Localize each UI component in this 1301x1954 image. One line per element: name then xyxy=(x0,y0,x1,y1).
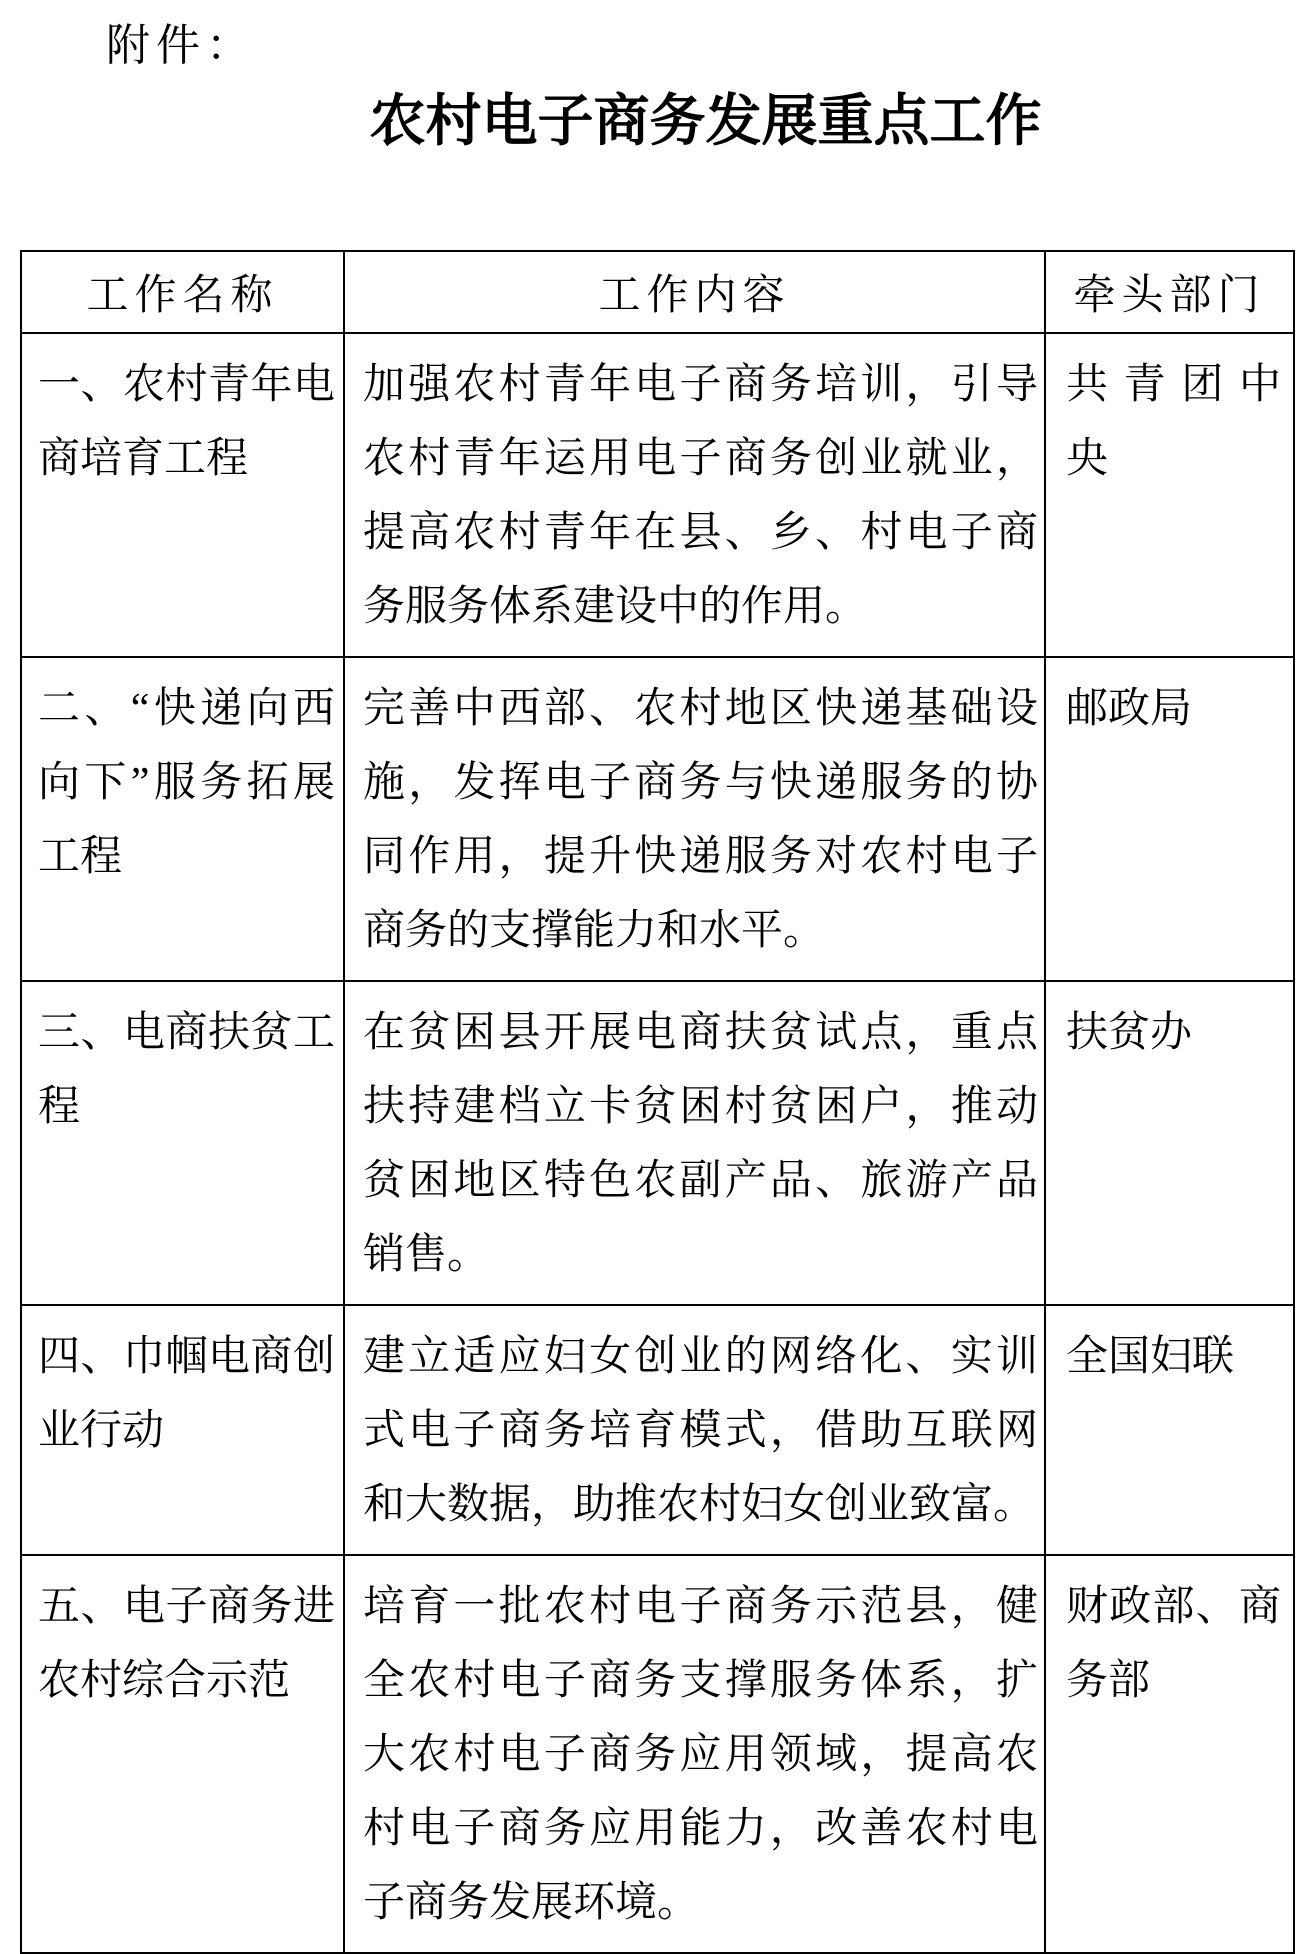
cell-line: 四、巾帼电商创 xyxy=(38,1334,335,1380)
cell-line: 加强农村青年电子商务培训，引导 xyxy=(363,362,1038,408)
work-name-cell xyxy=(21,1305,344,1555)
cell-line: 扶贫办 xyxy=(1066,1010,1193,1056)
cell-line: 建立适应妇女创业的网络化、实训 xyxy=(363,1334,1038,1380)
table-header xyxy=(21,251,1294,333)
cell-line: 一、农村青年电 xyxy=(38,362,335,408)
cell-line: 农村综合示范 xyxy=(38,1658,291,1704)
cell-line: 村电子商务应用能力，改善农村电 xyxy=(363,1806,1038,1852)
cell-line: 施，发挥电子商务与快递服务的协 xyxy=(363,760,1038,806)
cell-line: 农村青年运用电子商务创业就业， xyxy=(363,436,1038,482)
cell-line: 共青团中 xyxy=(1066,362,1281,408)
cell-line: 和大数据，助推农村妇女创业致富。 xyxy=(363,1482,1036,1528)
page-title: 农村电子商务发展重点工作 xyxy=(369,91,1042,153)
work-table xyxy=(20,250,1295,1954)
cell-line: 五、电子商务进 xyxy=(38,1584,335,1630)
work-name-cell xyxy=(21,333,344,657)
table-row xyxy=(21,981,1294,1305)
cell-line: 业行动 xyxy=(38,1408,165,1454)
work-name-cell xyxy=(21,657,344,981)
cell-line: 在贫困县开展电商扶贫试点，重点 xyxy=(363,1010,1038,1056)
cell-line: 向下”服务拓展 xyxy=(38,760,335,806)
table-row xyxy=(21,1555,1294,1953)
cell-line: 大农村电子商务应用领域，提高农 xyxy=(363,1732,1038,1778)
header-lead-dept: 牵头部门 xyxy=(1045,251,1294,333)
cell-line: 三、电商扶贫工 xyxy=(38,1010,335,1056)
header-work-content: 工作内容 xyxy=(344,251,1045,333)
lead-dept-cell xyxy=(1045,981,1294,1305)
cell-line: 扶持建档立卡贫困村贫困户，推动 xyxy=(363,1084,1038,1130)
cell-line: 务部 xyxy=(1066,1658,1151,1704)
work-name-cell xyxy=(21,981,344,1305)
header-work-name: 工作名称 xyxy=(21,251,344,333)
cell-line: 提高农村青年在县、乡、村电子商 xyxy=(363,510,1038,556)
work-content-cell xyxy=(344,981,1045,1305)
table-body xyxy=(21,333,1294,1953)
cell-line: 子商务发展环境。 xyxy=(363,1880,700,1926)
work-name-cell xyxy=(21,1555,344,1953)
table-row xyxy=(21,657,1294,981)
lead-dept-cell xyxy=(1045,1305,1294,1555)
cell-line: 务服务体系建设中的作用。 xyxy=(363,584,868,630)
cell-line: 工程 xyxy=(38,834,123,880)
cell-line: 程 xyxy=(38,1084,81,1130)
work-content-cell xyxy=(344,657,1045,981)
table-row xyxy=(21,1305,1294,1555)
lead-dept-cell xyxy=(1045,657,1294,981)
cell-line: 全农村电子商务支撑服务体系，扩 xyxy=(363,1658,1038,1704)
cell-line: 邮政局 xyxy=(1066,686,1193,732)
lead-dept-cell xyxy=(1045,1555,1294,1953)
cell-line: 式电子商务培育模式，借助互联网 xyxy=(363,1408,1038,1454)
work-content-cell xyxy=(344,333,1045,657)
cell-line: 央 xyxy=(1066,436,1109,482)
cell-line: 销售。 xyxy=(363,1232,490,1278)
cell-line: 全国妇联 xyxy=(1066,1334,1235,1380)
cell-line: 贫困地区特色农副产品、旅游产品 xyxy=(363,1158,1038,1204)
cell-line: 财政部、商 xyxy=(1066,1584,1281,1630)
cell-line: 二、“快递向西 xyxy=(38,686,335,732)
attachment-label: 附件： xyxy=(106,21,256,70)
cell-line: 完善中西部、农村地区快递基础设 xyxy=(363,686,1038,732)
cell-line: 培育一批农村电子商务示范县，健 xyxy=(363,1584,1038,1630)
work-content-cell xyxy=(344,1305,1045,1555)
lead-dept-cell xyxy=(1045,333,1294,657)
cell-line: 商培育工程 xyxy=(38,436,249,482)
header-row xyxy=(21,251,1294,333)
table-row xyxy=(21,333,1294,657)
cell-line: 商务的支撑能力和水平。 xyxy=(363,908,826,954)
cell-line: 同作用，提升快递服务对农村电子 xyxy=(363,834,1038,880)
work-content-cell xyxy=(344,1555,1045,1953)
document-page xyxy=(0,16,1301,1926)
